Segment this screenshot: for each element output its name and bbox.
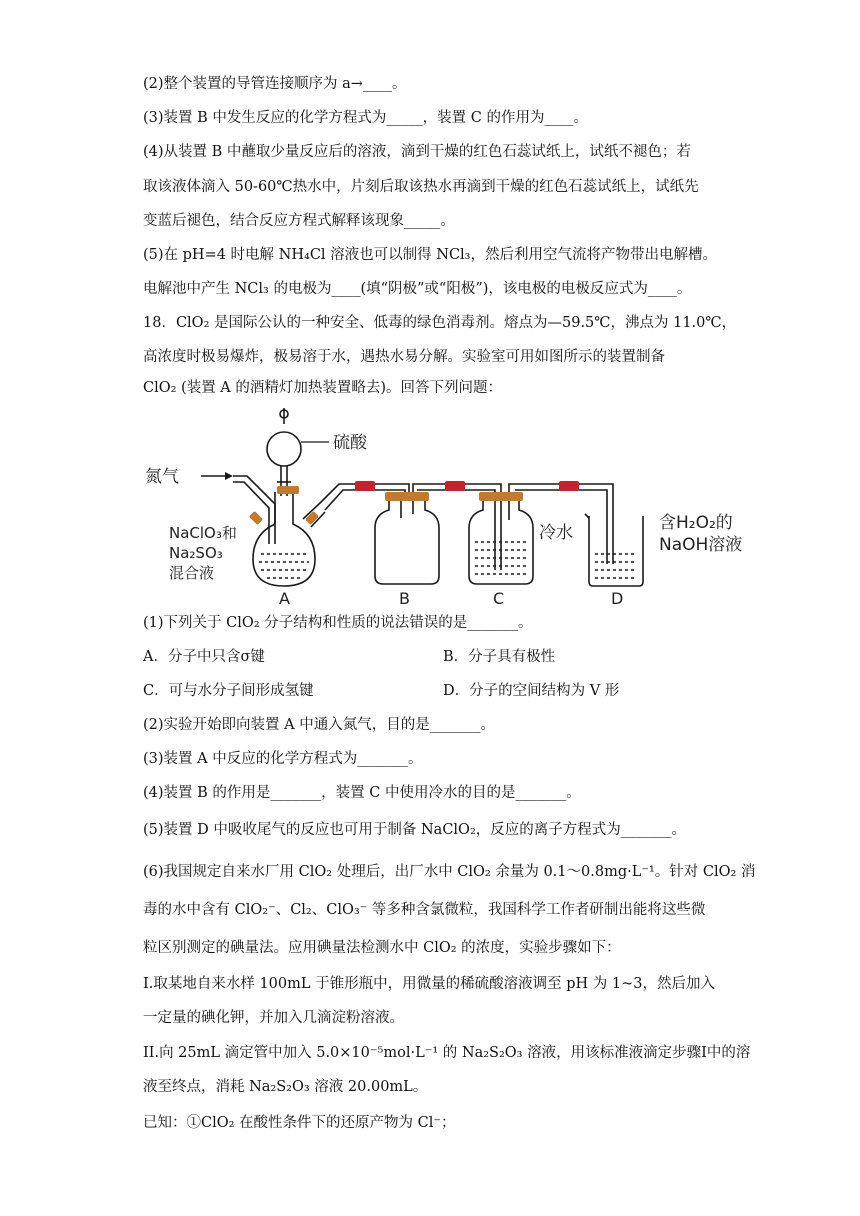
bottle-b — [375, 500, 439, 584]
known-condition: 已知：①ClO₂ 在酸性条件下的还原产物为 Cl⁻； — [143, 1115, 456, 1131]
question-part-2: (2)整个装置的导管连接顺序为 a→____。 — [143, 76, 407, 92]
apparatus-diagram — [143, 404, 783, 612]
question-part-4: (4)从装置 B 中蘸取少量反应后的溶液，滴到干燥的红色石蕊试纸上，试纸不褪色；若 — [143, 144, 691, 160]
step-one: I.取某地自来水样 100mL 于锥形瓶中，用微量的稀硫酸溶液调至 pH 为 1~3，然后加入 — [143, 976, 715, 992]
question-18-part-6: (6)我国规定自来水厂用 ClO₂ 处理后，出厂水中 ClO₂ 余量为 0.1～0.8mg·L⁻¹。针对 ClO₂ 消 — [143, 864, 756, 880]
hose-clamp — [355, 481, 375, 491]
step-two: 液至终点，消耗 Na₂S₂O₃ 溶液 20.00mL。 — [143, 1079, 428, 1095]
mixture-label: NaClO₃和 — [169, 524, 237, 542]
option-d: D．分子的空间结构为 V 形 — [443, 683, 620, 699]
stopper — [277, 486, 299, 494]
flow-arrow-icon — [225, 472, 233, 480]
question-18-stem: ClO₂ (装置 A 的酒精灯加热装置略去)。回答下列问题： — [143, 380, 503, 396]
question-18-part-4: (4)装置 B 的作用是_______，装置 C 中使用冷水的目的是_______。 — [143, 785, 581, 801]
question-18-part-2: (2)实验开始即向装置 A 中通入氮气，目的是_______。 — [143, 717, 495, 733]
nitrogen-label: 氮气 — [145, 467, 179, 487]
cold-water-label: 冷水 — [539, 523, 573, 543]
question-18-stem: 高浓度时极易爆炸，极易溶于水，遇热水易分解。实验室可用如图所示的装置制备 — [143, 349, 665, 365]
question-text: 变蓝后褪色，结合反应方程式解释该现象_____。 — [143, 213, 455, 229]
stopper — [305, 511, 319, 525]
separatory-funnel — [267, 432, 301, 466]
option-a: A．分子中只含σ键 — [143, 649, 265, 665]
question-18-part-3: (3)装置 A 中反应的化学方程式为_______。 — [143, 751, 423, 767]
label-c: C — [493, 589, 505, 608]
stopper — [249, 511, 263, 525]
mixture-label: 混合液 — [169, 564, 215, 582]
label-a: A — [279, 589, 290, 608]
question-18-part-5: (5)装置 D 中吸收尾气的反应也可用于制备 NaClO₂，反应的离子方程式为_______。 — [143, 822, 687, 838]
beaker-d — [585, 514, 643, 586]
question-text: 取该液体滴入 50-60℃热水中，片刻后取该热水再滴到干燥的红色石蕊试纸上，试纸先 — [143, 179, 699, 195]
mixture-label: Na₂SO₃ — [169, 544, 223, 562]
question-text: 电解池中产生 NCl₃ 的电极为____(填“阴极”或“阳极”)，该电极的电极反应式为____。 — [143, 281, 692, 297]
step-two: II.向 25mL 滴定管中加入 5.0×10⁻⁵mol·L⁻¹ 的 Na₂S₂O₃ 溶液，用该标准液滴定步骤I中的溶 — [143, 1045, 751, 1061]
question-text: 粒区别测定的碘量法。应用碘量法检测水中 ClO₂ 的浓度，实验步骤如下： — [143, 940, 621, 956]
hose-clamp — [445, 481, 465, 491]
naoh-label: NaOH溶液 — [659, 535, 743, 555]
option-c: C．可与水分子间形成氢键 — [143, 683, 314, 699]
question-part-3: (3)装置 B 中发生反应的化学方程式为_____，装置 C 的作用为____。 — [143, 110, 588, 126]
stopper — [385, 492, 429, 501]
label-d: D — [611, 589, 624, 608]
question-text: 毒的水中含有 ClO₂⁻、Cl₂、ClO₃⁻ 等多种含氯微粒，我国科学工作者研制出能将这些微 — [143, 902, 706, 918]
acid-label: 硫酸 — [333, 433, 367, 453]
hose-clamp — [559, 481, 579, 491]
stopper — [479, 492, 523, 501]
question-part-5: (5)在 pH=4 时电解 NH₄Cl 溶液也可以制得 NCl₃，然后利用空气流将产物带出电解槽。 — [143, 247, 717, 263]
option-b: B．分子具有极性 — [443, 649, 556, 665]
question-18-stem: 18．ClO₂ 是国际公认的一种安全、低毒的绿色消毒剂。熔点为—59.5℃，沸点为 11.0℃， — [143, 315, 737, 331]
question-18-part-1: (1)下列关于 ClO₂ 分子结构和性质的说法错误的是_______。 — [143, 615, 533, 631]
flask-a — [253, 492, 315, 586]
naoh-label: 含H₂O₂的 — [659, 513, 733, 533]
label-b: B — [399, 589, 410, 608]
step-one: 一定量的碘化钾，并加入几滴淀粉溶液。 — [143, 1010, 404, 1026]
